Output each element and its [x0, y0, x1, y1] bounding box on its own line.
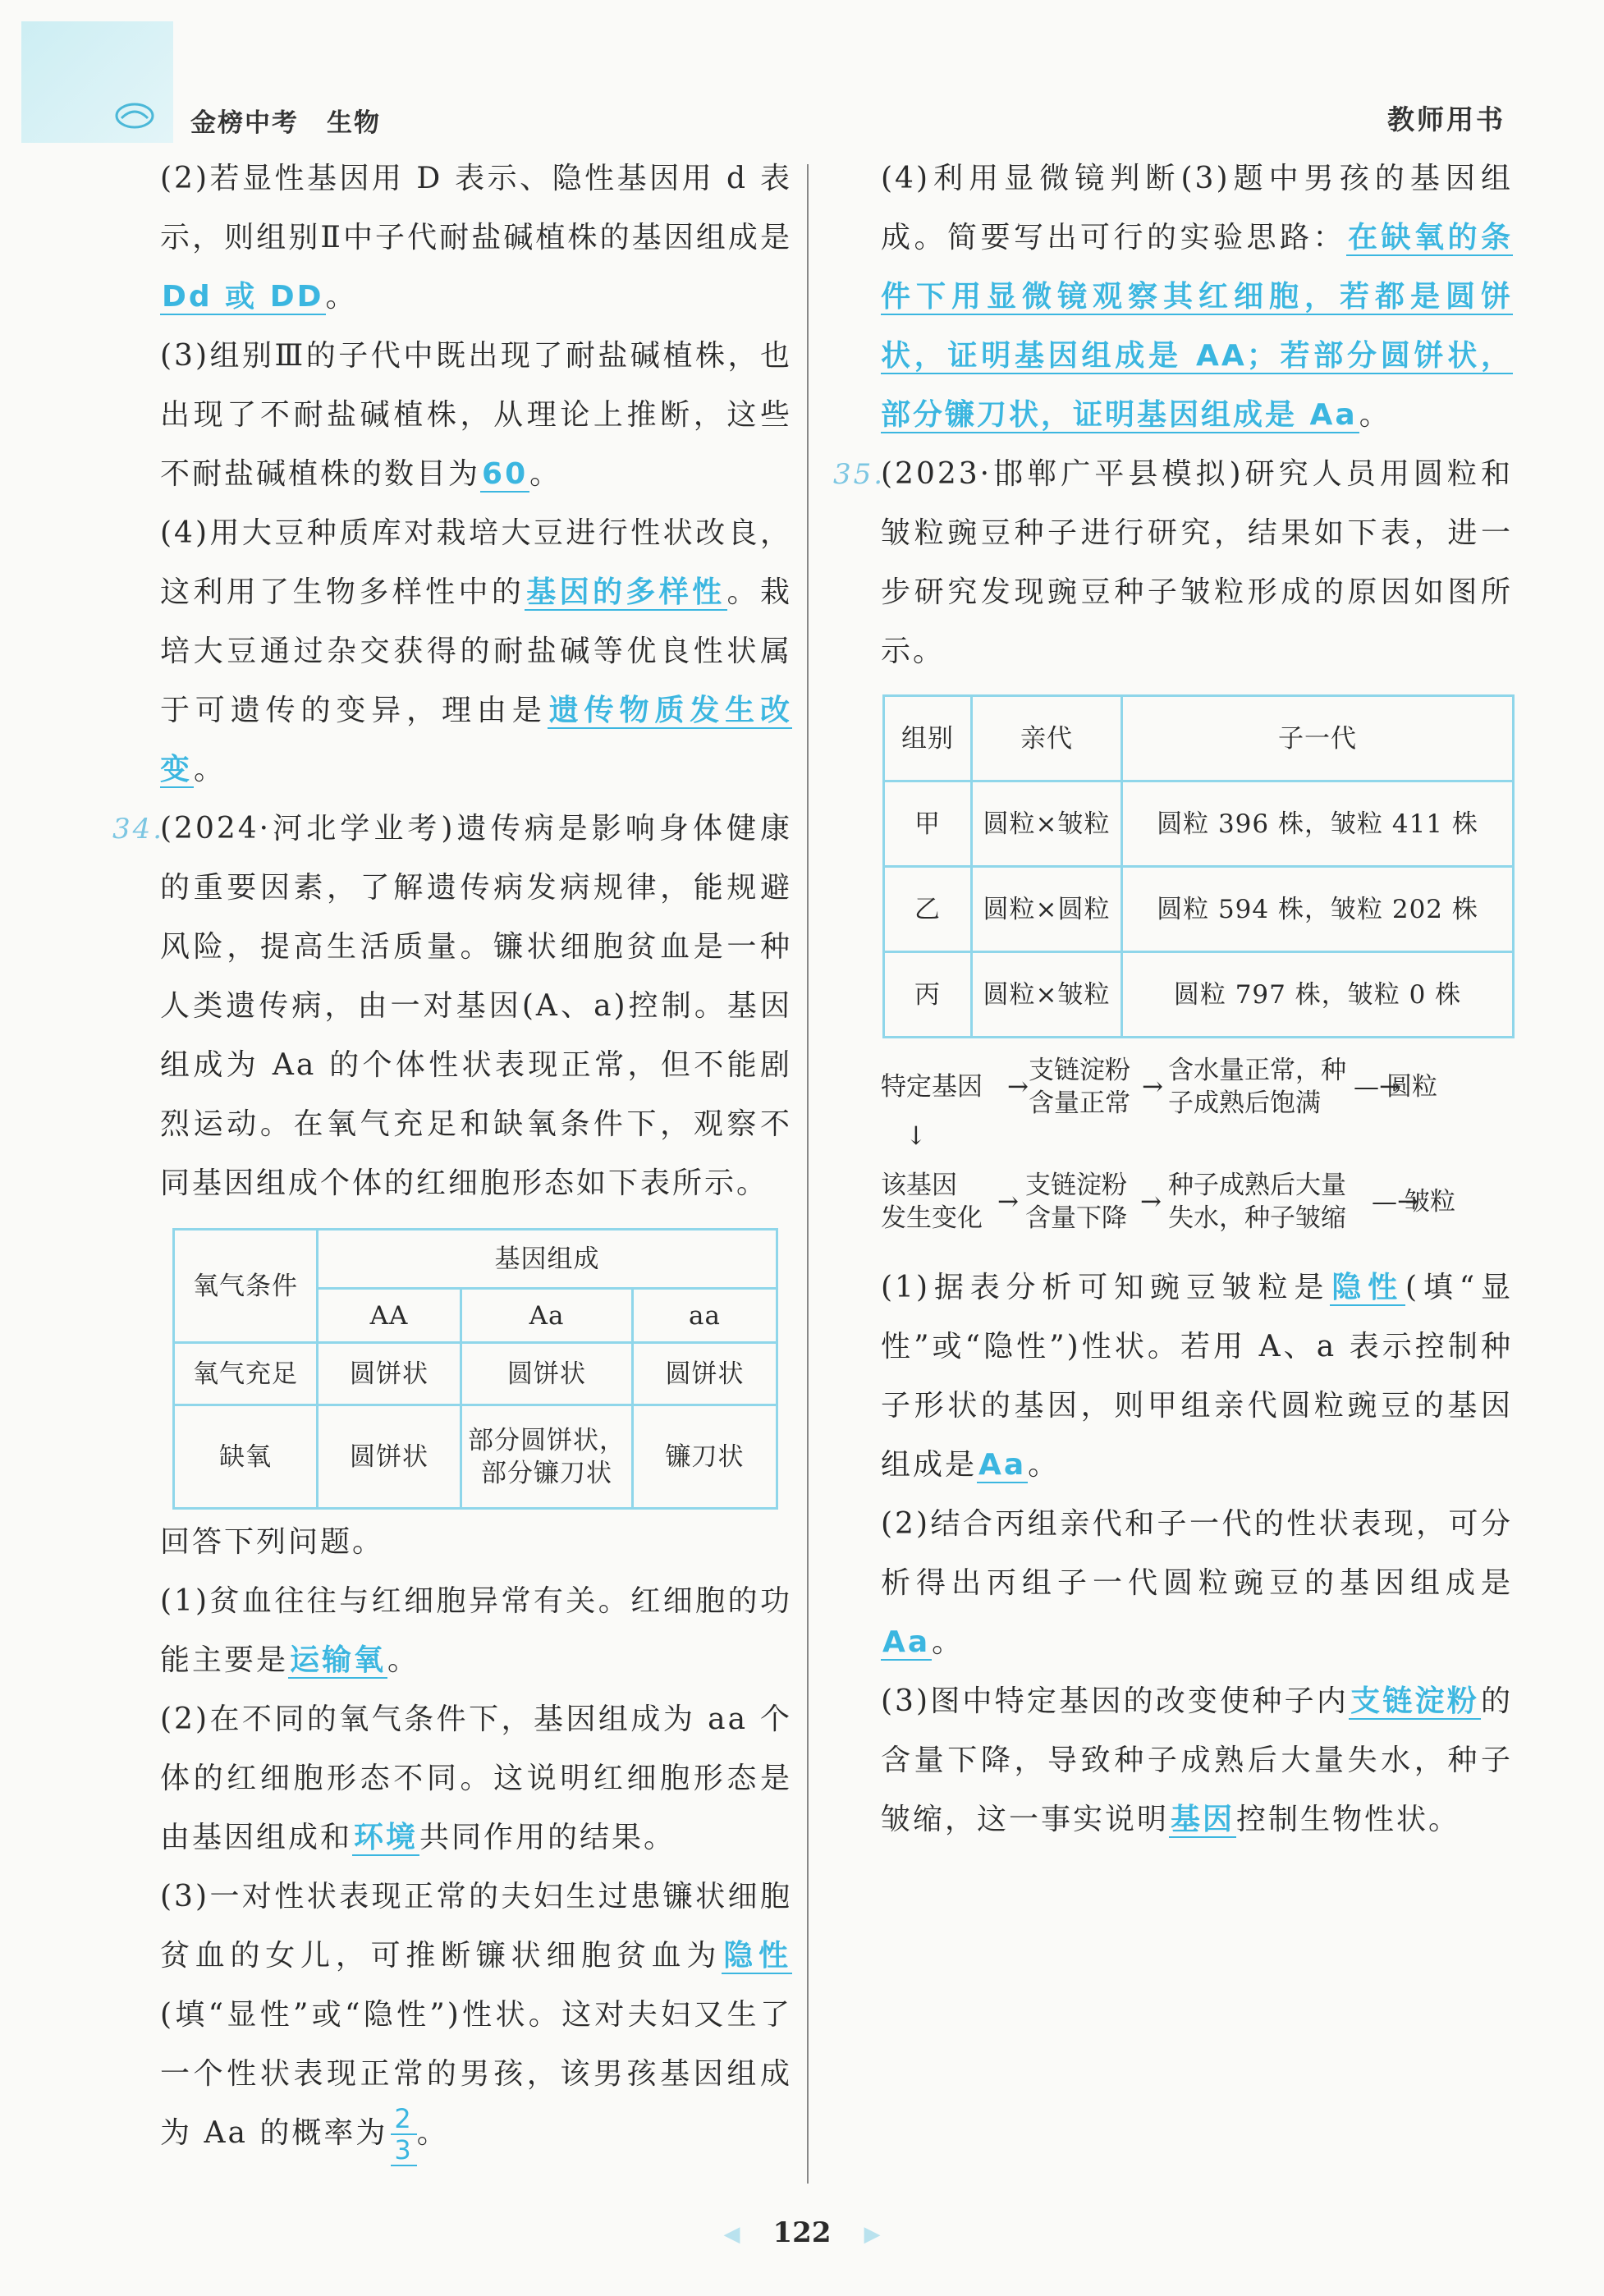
flow-node: 子成熟后饱满 [1168, 1088, 1321, 1118]
answer: 运输氧 [290, 1643, 387, 1677]
starch-flow-diagram [881, 1049, 1521, 1246]
page-footer [0, 2216, 1604, 2249]
table-cell: aa [633, 1289, 777, 1343]
table-cell: 圆粒×皱粒 [972, 781, 1122, 867]
table-cell: 圆粒×皱粒 [972, 952, 1122, 1038]
table-header: 组别 [884, 696, 972, 781]
table-cell: 甲 [884, 781, 972, 867]
answer: Dd 或 DD [162, 280, 324, 314]
header-right: 教师用书 [1387, 103, 1505, 135]
answer: 支链淀粉 [1350, 1684, 1479, 1718]
table-cell: 圆饼状 [318, 1405, 461, 1509]
answer: Aa [882, 1625, 931, 1659]
table-header: 子一代 [1122, 696, 1514, 781]
arrow-right-icon: —→ [1354, 1072, 1400, 1102]
table-cell: AA [318, 1289, 461, 1343]
q35-stem: 35.(2023·邯郸广平县模拟)研究人员用圆粒和皱粒豌豆种子进行研究，结果如下表，进一步研究发现豌豆种子皱粒形成的原因如图所示。 [881, 445, 1513, 681]
flow-node: 该基因 [881, 1171, 957, 1200]
next-arrow-icon: ▶ [864, 2222, 881, 2247]
question-number: 34. [112, 813, 165, 846]
arrow-right-icon: → [1007, 1072, 1029, 1102]
prev-arrow-icon: ◀ [723, 2222, 740, 2247]
q33-part3: (3)组别Ⅲ的子代中既出现了耐盐碱植株，也出现了不耐盐碱植株，从理论上推断，这些不耐盐碱植株的数目为60。 [160, 339, 792, 491]
arrow-right-icon: → [1140, 1187, 1162, 1217]
q34-part3: (3)一对性状表现正常的夫妇生过患镰状细胞贫血的女儿，可推断镰状细胞贫血为隐性(填“显性”或“隐性”)性状。这对夫妇又生了一个性状表现正常的男孩，该男孩基因组成为 Aa 的概率为 $\frac{2}{3}$ 。 [160, 1880, 792, 2165]
table-cell: 缺氧 [174, 1405, 318, 1509]
flow-node: 失水，种子皱缩 [1168, 1203, 1346, 1233]
pea-table [882, 694, 1515, 1038]
flow-node: 圆粒 [1386, 1072, 1437, 1102]
arrow-right-icon: → [1142, 1072, 1163, 1102]
column-divider [807, 164, 809, 2184]
header-title [190, 102, 409, 139]
table-cell: 圆粒 396 株，皱粒 411 株 [1122, 781, 1514, 867]
q35-part3: (3)图中特定基因的改变使种子内支链淀粉的含量下降，导致种子成熟后大量失水，种子皱缩，这一事实说明基因控制生物性状。 [881, 1684, 1513, 1836]
flow-node: 特定基因 [881, 1072, 983, 1102]
table-cell: 镰刀状 [633, 1405, 777, 1509]
answer: 基因的多样性 [526, 575, 726, 609]
table-cell: 圆粒×圆粒 [972, 867, 1122, 952]
q33-part2: (2)若显性基因用 D 表示、隐性基因用 d 表示，则组别Ⅱ中子代耐盐碱植株的基因组成是Dd 或 DD。 [160, 162, 792, 314]
arrow-right-icon: → [997, 1187, 1019, 1217]
answer-fraction: $\frac{2}{3}$ [391, 2104, 416, 2166]
answer: 隐性 [1331, 1271, 1404, 1304]
answer: 隐性 [723, 1939, 791, 1973]
table-cell: 圆饼状 [318, 1343, 461, 1405]
answer: 基因 [1171, 1803, 1235, 1836]
book-name: 金榜中考 [190, 108, 299, 138]
question-number: 35. [833, 458, 886, 491]
table-header: 氧气条件 [174, 1230, 318, 1343]
right-column [833, 149, 1513, 1849]
flow-node: 发生变化 [881, 1203, 983, 1233]
arrow-down-icon: ↓ [905, 1121, 927, 1151]
instruction: 回答下列问题。 [160, 1525, 385, 1559]
table-cell: Aa [461, 1289, 633, 1343]
red-cell-table [172, 1228, 778, 1510]
table-cell: 圆粒 594 株，皱粒 202 株 [1122, 867, 1514, 952]
table-cell: 圆粒 797 株，皱粒 0 株 [1122, 952, 1514, 1038]
book-logo-icon [115, 102, 154, 130]
q34-part2: (2)在不同的氧气条件下，基因组成为 aa 个体的红细胞形态不同。这说明红细胞形态是由基因组成和环境共同作用的结果。 [160, 1703, 792, 1854]
flow-node: 含量正常 [1029, 1088, 1130, 1118]
page-number: 122 [772, 2216, 832, 2249]
answer: 遗传物质发生改变 [160, 694, 792, 786]
table-cell: 圆饼状 [461, 1343, 633, 1405]
table-cell: 丙 [884, 952, 972, 1038]
flow-node: 种子成熟后大量 [1168, 1171, 1346, 1200]
flow-node: 含水量正常，种 [1168, 1056, 1346, 1085]
answer: 在缺氧的条件下用显微镜观察其红细胞，若都是圆饼状，证明基因组成是 AA；若部分圆饼状，部分镰刀状，证明基因组成是 Aa [881, 221, 1513, 432]
q34-part4: (4)利用显微镜判断(3)题中男孩的基因组成。简要写出可行的实验思路：在缺氧的条件下用显微镜观察其红细胞，若都是圆饼状，证明基因组成是 AA；若部分圆饼状，部分镰刀状，证明基因组成是 Aa。 [881, 162, 1513, 432]
q33-part4: (4)用大豆种质库对栽培大豆进行性状改良，这利用了生物多样性中的基因的多样性。栽培大豆通过杂交获得的耐盐碱等优良性状属于可遗传的变异，理由是遗传物质发生改变。 [160, 516, 792, 786]
flow-node: 皱粒 [1405, 1187, 1455, 1217]
flow-node: 含量下降 [1025, 1203, 1127, 1233]
table-cell: 氧气充足 [174, 1343, 318, 1405]
flow-node: 支链淀粉 [1025, 1171, 1127, 1200]
answer: Aa [978, 1448, 1027, 1482]
subject-name: 生物 [327, 108, 381, 138]
arrow-right-icon: —→ [1372, 1187, 1418, 1217]
table-cell: 圆饼状 [633, 1343, 777, 1405]
table-cell: 部分圆饼状，部分镰刀状 [461, 1405, 633, 1509]
answer: 60 [482, 457, 529, 491]
left-column [112, 149, 792, 2166]
q34-stem: 34.(2024·河北学业考)遗传病是影响身体健康的重要因素，了解遗传病发病规律，能规避风险，提高生活质量。镰状细胞贫血是一种人类遗传病，由一对基因(A、a)控制。基因组成为 Aa 的个体性状表现正常，但不能剧烈运动。在氧气充足和缺氧条件下，观察不同基因组成个体的红细胞形态如下表所示。 [160, 800, 792, 1213]
flow-node: 支链淀粉 [1029, 1056, 1130, 1085]
q34-part1: (1)贫血往往与红细胞异常有关。红细胞的功能主要是运输氧。 [160, 1584, 792, 1677]
table-header: 亲代 [972, 696, 1122, 781]
q35-part1: (1)据表分析可知豌豆皱粒是隐性(填“显性”或“隐性”)性状。若用 A、a 表示控制种子形状的基因，则甲组亲代圆粒豌豆的基因组成是Aa。 [881, 1271, 1513, 1482]
q35-part2: (2)结合丙组亲代和子一代的性状表现，可分析得出丙组子一代圆粒豌豆的基因组成是Aa。 [881, 1507, 1513, 1659]
answer: 环境 [354, 1821, 419, 1854]
table-header: 基因组成 [318, 1230, 777, 1289]
table-cell: 乙 [884, 867, 972, 952]
